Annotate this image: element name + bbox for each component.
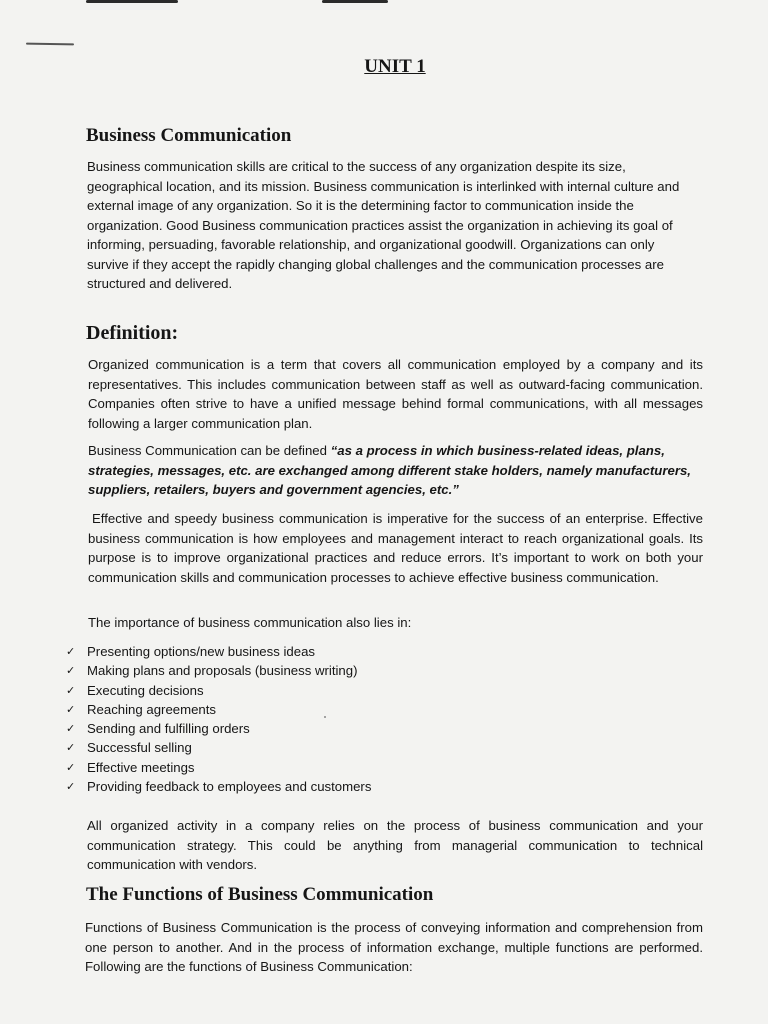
heading-definition: Definition: xyxy=(86,322,179,344)
list-item: ✓ Providing feedback to employees and customers xyxy=(66,777,371,796)
check-icon: ✓ xyxy=(66,780,76,794)
definition-quote: “as a process in which business-related ideas, plans, strategies, messages, etc. are exchanged among different stake holders, namely manufacturers, suppliers, retailers, buyers and government agencies, etc.” xyxy=(88,443,691,497)
check-icon: ✓ xyxy=(66,683,76,697)
list-item: ✓ Successful selling xyxy=(66,738,371,757)
check-icon: ✓ xyxy=(66,664,76,678)
heading-business-communication: Business Communication xyxy=(86,125,292,146)
paragraph-definition-2 xyxy=(88,441,706,500)
pen-mark xyxy=(26,43,74,46)
check-icon: ✓ xyxy=(66,702,76,716)
list-item: ✓ Executing decisions xyxy=(66,681,371,700)
heading-functions: The Functions of Business Communication xyxy=(86,884,434,905)
definition-intro: Business Communication can be defined xyxy=(88,443,331,458)
paragraph-definition-4: All organized activity in a company relies on the process of business communication and your communication strategy. This could be anything from managerial communication to technical communication with vendors. xyxy=(87,818,703,872)
paragraph-business-communication: Business communication skills are critical to the success of any organization despite its size, geographical location, and its mission. Business communication is interlinked with internal culture and external image of any organization. So it is the determining factor to communication inside the organization. Good Business communication practices assist the organization in achieving its goal of informing, persuading, favorable relationship, and organizational goodwill. Organizations can only survive if they accept the rapidly changing global challenges and the communication processes are structured and delivered. xyxy=(87,159,680,291)
list-item: ✓ Reaching agreements xyxy=(66,700,371,719)
list-item: ✓ Sending and fulfilling orders xyxy=(66,719,371,738)
paragraph-functions: Functions of Business Communication is the process of conveying information and comprehension from one person to another. And in the process of information exchange, multiple functions are performed. Following are the functions of Business Communication: xyxy=(85,920,703,974)
check-icon: ✓ xyxy=(66,722,76,736)
check-icon: ✓ xyxy=(66,760,76,774)
unit-title: UNIT 1 xyxy=(364,56,426,77)
scan-edge-mark xyxy=(322,0,388,3)
paragraph-definition-1: Organized communication is a term that covers all communication employed by a company and its representatives. This includes communication between staff as well as outward-facing communication. Companies often strive to have a unified message behind formal communications, with all messages following a larger communication plan. xyxy=(88,357,703,431)
check-icon: ✓ xyxy=(66,645,76,658)
list-item: ✓ Effective meetings xyxy=(66,758,371,777)
importance-list xyxy=(66,642,371,796)
scan-edge-mark xyxy=(86,0,178,3)
list-item: ✓ Presenting options/new business ideas xyxy=(66,642,371,661)
list-item: ✓ Making plans and proposals (business writing) xyxy=(66,661,371,680)
paragraph-definition-3: Effective and speedy business communication is imperative for the success of an enterprise. Effective business communication is how employees and management interact to reach organizational goals. Its purpose is to improve organizational practices and reduce errors. It’s important to work on both your communication skills and communication processes to achieve effective business communication. xyxy=(88,511,703,585)
list-intro: The importance of business communication also lies in: xyxy=(88,615,412,630)
check-icon: ✓ xyxy=(66,741,76,755)
